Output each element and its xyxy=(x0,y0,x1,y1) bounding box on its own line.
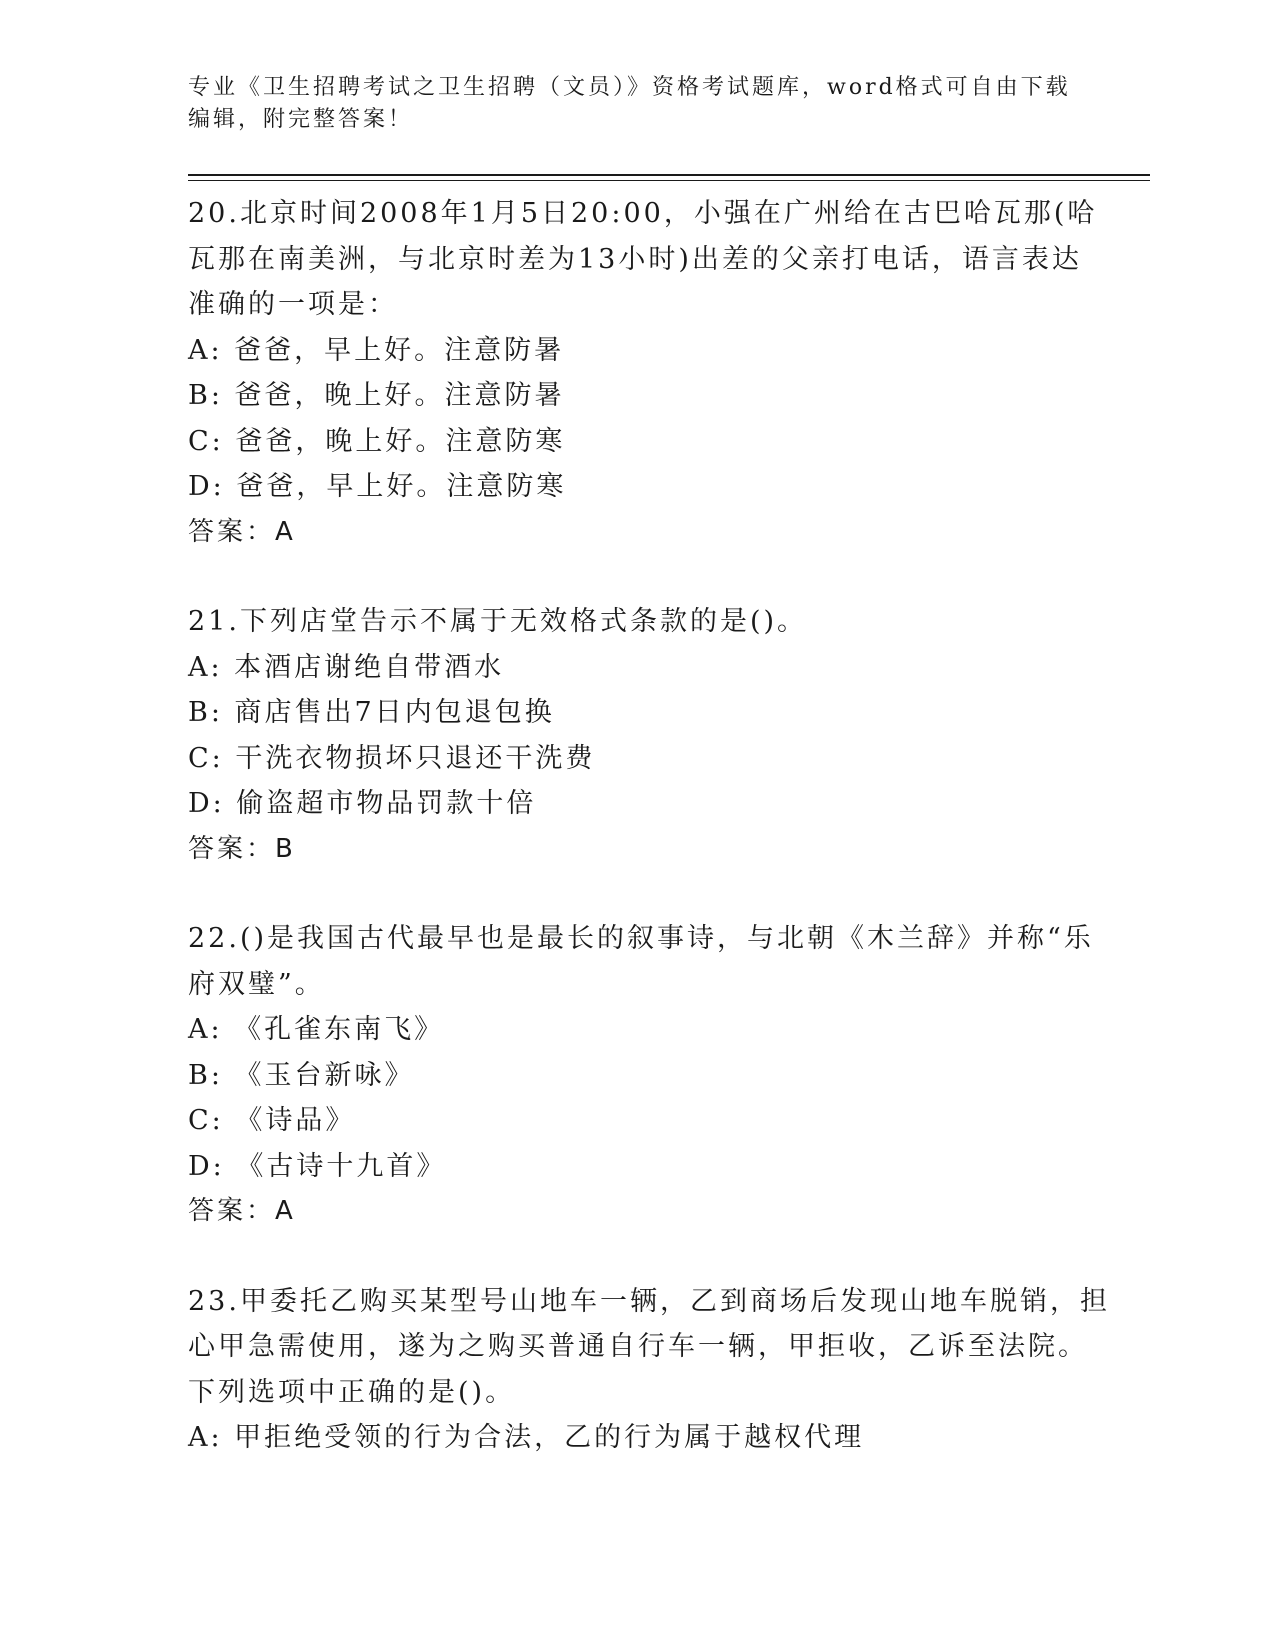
option-b: B: 爸爸，晚上好。注意防暑 xyxy=(188,380,565,411)
question-text-line: 准确的一项是： xyxy=(188,289,398,320)
header-divider-thick xyxy=(188,174,1150,176)
option-a: A: 甲拒绝受领的行为合法，乙的行为属于越权代理 xyxy=(188,1422,865,1453)
question-text-line: 22.()是我国古代最早也是最长的叙事诗，与北朝《木兰辞》并称“乐 xyxy=(188,923,1094,954)
question-text-line: 21.下列店堂告示不属于无效格式条款的是()。 xyxy=(188,606,808,637)
option-d: D: 《古诗十九首》 xyxy=(188,1150,447,1182)
option-a: A: 爸爸，早上好。注意防暑 xyxy=(188,334,565,366)
answer-line: 答案：A xyxy=(188,1196,296,1226)
question-text-line: 瓦那在南美洲，与北京时差为13小时)出差的父亲打电话，语言表达 xyxy=(188,243,1082,275)
header-divider-thin xyxy=(188,180,1150,181)
question-block xyxy=(188,599,1088,872)
option-c: C: 干洗衣物损坏只退还干洗费 xyxy=(188,742,596,774)
question-block xyxy=(188,916,1094,1235)
header-line-1: 专业《卫生招聘考试之卫生招聘（文员）》资格考试题库，word格式可自由下载 xyxy=(188,75,1071,100)
option-a: A: 《孔雀东南飞》 xyxy=(188,1014,445,1045)
option-b: B: 《玉台新咏》 xyxy=(188,1059,415,1091)
header-line-2: 编辑，附完整答案！ xyxy=(188,107,414,132)
option-d: D: 偷盗超市物品罚款十倍 xyxy=(188,788,537,819)
question-text-line: 20.北京时间2008年1月5日20:00，小强在广州给在古巴哈瓦那(哈 xyxy=(188,198,1098,229)
option-d: D: 爸爸，早上好。注意防寒 xyxy=(188,471,567,502)
question-spacer xyxy=(188,872,1088,916)
answer-line: 答案：A xyxy=(188,516,296,547)
option-b: B: 商店售出7日内包退包换 xyxy=(188,697,555,728)
question-text-line: 心甲急需使用，遂为之购买普通自行车一辆，甲拒收，乙诉至法院。 xyxy=(188,1331,1088,1362)
option-c: C: 《诗品》 xyxy=(188,1105,356,1136)
question-block xyxy=(188,1279,1110,1461)
question-text-line: 下列选项中正确的是()。 xyxy=(188,1376,516,1408)
document-header xyxy=(188,72,1088,136)
question-spacer xyxy=(188,1235,1088,1279)
question-text-line: 23.甲委托乙购买某型号山地车一辆，乙到商场后发现山地车脱销，担 xyxy=(188,1285,1110,1317)
option-a: A: 本酒店谢绝自带酒水 xyxy=(188,651,505,683)
question-list xyxy=(188,191,1110,1461)
question-text-line: 府双璧”。 xyxy=(188,968,325,1000)
answer-line: 答案：B xyxy=(188,833,296,864)
question-spacer xyxy=(188,555,1088,599)
question-block xyxy=(188,191,1098,555)
option-c: C: 爸爸，晚上好。注意防寒 xyxy=(188,425,566,457)
